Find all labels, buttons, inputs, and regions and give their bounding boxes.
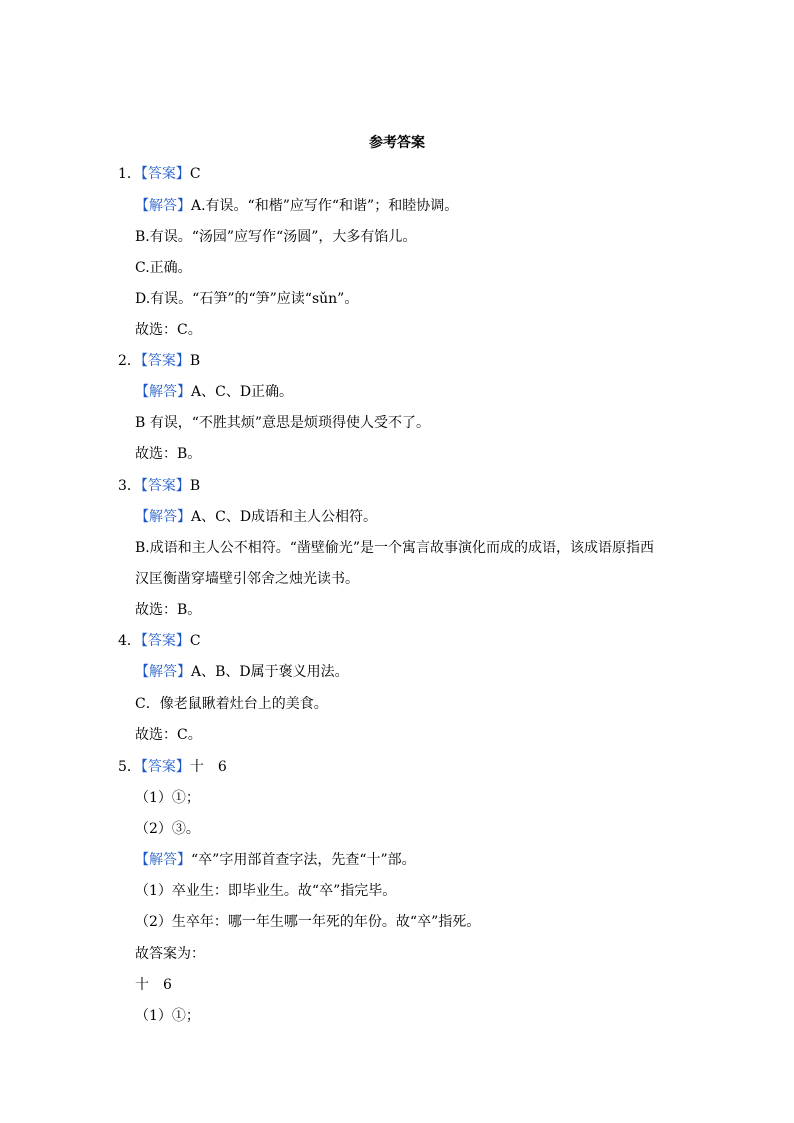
- answer-tag: 【答案】: [140, 166, 190, 182]
- answer-value: C: [189, 633, 201, 649]
- analysis-tag: 【解答】: [135, 509, 191, 525]
- answer-row-4: [118, 631, 201, 651]
- analysis-row-4: [135, 662, 349, 682]
- answer-tag: 【答案】: [140, 759, 190, 775]
- answer-tag: 【答案】: [140, 353, 190, 369]
- analysis-text: A.有误。“和楷”应写作“和谐”；和睦协调。: [191, 198, 459, 214]
- text-line: 故选：B。: [135, 602, 202, 618]
- answer-row-2: [118, 351, 200, 371]
- analysis-tag: 【解答】: [135, 198, 191, 214]
- question-number: 5．: [118, 759, 141, 775]
- question-number: 4．: [118, 633, 141, 649]
- text-line: （2）③。: [135, 821, 200, 837]
- analysis-row-1: [135, 196, 458, 216]
- answer-value: C: [189, 166, 201, 182]
- text-line: 故选：C。: [135, 322, 202, 338]
- page-title: 参考答案: [369, 135, 425, 151]
- analysis-text: A、C、D正确。: [191, 384, 294, 400]
- analysis-row-5: [135, 850, 416, 870]
- answer-tag: 【答案】: [140, 478, 190, 494]
- text-line: 故选：B。: [135, 446, 202, 462]
- text-line: （1）①；: [135, 1008, 200, 1024]
- answer-row-5: [118, 757, 227, 777]
- answer-row-1: [118, 164, 201, 184]
- answer-row-3: [118, 476, 200, 496]
- question-number: 1．: [118, 166, 141, 182]
- analysis-tag: 【解答】: [135, 384, 191, 400]
- answer-value: B: [189, 478, 201, 494]
- text-line: C．像老鼠瞅着灶台上的美食。: [135, 696, 328, 712]
- answer-value: B: [189, 353, 201, 369]
- text-line: D.有误。“石笋”的“笋”应读“sǔn”。: [135, 291, 359, 307]
- analysis-text: A、C、D成语和主人公相符。: [191, 509, 378, 525]
- answer-value: 十 6: [189, 759, 227, 775]
- text-line: 十 6: [135, 977, 172, 993]
- analysis-tag: 【解答】: [135, 664, 191, 680]
- text-line: （2）生卒年：哪一年生哪一年死的年份。故“卒”指死。: [135, 914, 481, 930]
- analysis-row-2: [135, 382, 293, 402]
- text-line: C.正确。: [135, 260, 192, 276]
- text-line: （1）①；: [135, 790, 200, 806]
- analysis-row-3: [135, 507, 377, 527]
- text-line: 汉匡衡凿穿墙壁引邻舍之烛光读书。: [135, 571, 359, 587]
- answer-tag: 【答案】: [140, 633, 190, 649]
- question-number: 3．: [118, 478, 141, 494]
- text-line: （1）卒业生：即毕业生。故“卒”指完毕。: [135, 883, 397, 899]
- text-line: 故答案为：: [135, 946, 205, 962]
- analysis-tag: 【解答】: [135, 852, 191, 868]
- text-line: B 有误，“不胜其烦”意思是烦琐得使人受不了。: [135, 415, 431, 431]
- text-line: B.有误。“汤园”应写作“汤圆”，大多有馅儿。: [135, 229, 417, 245]
- text-line: B.成语和主人公不相符。“凿壁偷光”是一个寓言故事演化而成的成语，该成语原指西: [135, 540, 655, 556]
- text-line: 故选：C。: [135, 727, 202, 743]
- question-number: 2．: [118, 353, 141, 369]
- analysis-text: “卒”字用部首查字法，先查“十”部。: [191, 852, 416, 868]
- analysis-text: A、B、D属于褒义用法。: [191, 664, 349, 680]
